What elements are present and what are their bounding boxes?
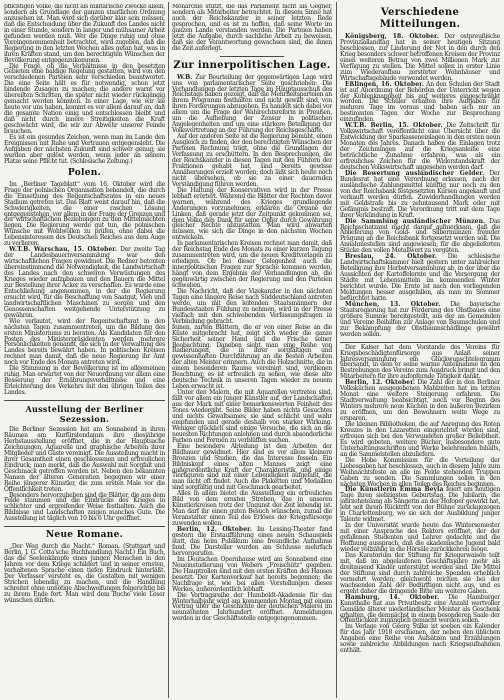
paragraph-text: Alles in allem bietet die Ausstellung ein erfreuliches Bild von dem ernsten Streben, das in unseren Künstlerkreisen trotz der Ungunst der Zeit lebendig ist. Man darf ihr einen guten Besuch wünschen, zumal die Veranstalter einen Teil des Erlöses der Kriegsfürsorge zuwenden wollen. bbox=[172, 490, 332, 528]
column-rule bbox=[336, 2, 337, 698]
paragraph-text: „Der Weg durch die Nacht.“ Roman. (Stuttgart und Berlin, J. G. Cotta'sche Buchhandlung Nachf.) Ein Buch, das die Seelenkämpfe eines jungen Menschen in den Jahren vor dem Kriege schildert und in seiner ernsten, verhaltenen Sprache einen tiefen Eindruck hinterläßt. Der Verfasser versteht es, die Gestalten mit wenigen Strichen lebendig zu machen, und die Handlung schreitet ohne unnötige Abschweifungen folgerichtig bis zu ihrem Ende fort. Man wird dem Buche viele Leser wünschen dürfen. bbox=[4, 543, 165, 604]
article-lage bbox=[172, 75, 332, 325]
article-continuation bbox=[4, 4, 165, 165]
paragraph-text: Die Zahl der in den Berliner Volksküchen ausgegebenen Mahlzeiten hat im letzten Monat eine weitere Steigerung erfahren. Die Stadtverwaltung beabsichtigt, noch vor Beginn des Winters mehrere neue Küchen in den äußeren Bezirken zu eröffnen, um den Bewohnern weite Wege zu ersparen. bbox=[340, 379, 500, 423]
dateline: Eßlingen, 16. Oktober. bbox=[345, 80, 425, 88]
paragraph-text: An den Schulen der Stadt ist auf Anordnung der Behörden der Unterricht wegen der Kohlenknappheit bis auf weiteres eingeschränkt worden. Die Schüler erhalten ihre Aufgaben für mehrere Tage im voraus und haben sich nur an bestimmten Tagen der Woche zur Besprechung einzufinden. bbox=[340, 80, 500, 124]
paragraph-text: Die Stimmung in der Bevölkerung ist im allgemeinen ruhig. Man erwartet von der Neuordnung vor allem eine Besserung der Ernährungsverhältnisse und eine Erleichterung des Verkehrs mit den übrigen Teilen des Landes. bbox=[4, 365, 165, 397]
paragraph bbox=[340, 523, 500, 553]
article-sezession bbox=[4, 427, 165, 522]
paragraph-text: Das Kuratorium der Stiftung für Kriegerwaisen teilt mit, daß im abgelaufenen Geschäftsjahre mehr als dreitausend Kinder unterstützt worden sind. Die Mittel der Stiftung sind durch zahlreiche Spenden erheblich vermehrt worden; gleichwohl reichen sie bei der wachsenden Zahl der Bedürftigen nicht aus, und es ergeht daher die dringende Bitte um weitere Gaben. bbox=[340, 551, 500, 595]
dateline: Die Sammlung ausländischer Münzen. bbox=[345, 217, 486, 225]
column-right bbox=[340, 4, 500, 696]
paragraph bbox=[340, 487, 500, 523]
dateline: W.T.B. Warschau, 15. Oktober. bbox=[9, 246, 118, 254]
article-heading-mitteilungen: Verschiedene Mitteilungen. bbox=[379, 7, 461, 30]
paragraph bbox=[172, 527, 332, 557]
dateline: Königsberg, 18. Oktober. bbox=[345, 33, 440, 40]
paragraph-text: Auf der anderen Seite ist die Regierung bemüht, einen Ausgleich zu finden, der den berechtigten Wünschen der Parteien Rechnung trägt, ohne die Grundlagen der Verfassung zu erschüttern. In den Besprechungen, die der Reichskanzler in diesen Tagen mit den Führern der Fraktionen gehabt hat, sind bereits gewisse Annäherungen erzielt worden; doch läßt sich heute noch nicht übersehen, ob sie zu einer dauernden Verständigung führen werden. bbox=[172, 133, 332, 188]
paragraph bbox=[340, 458, 500, 488]
paragraph-text: Im Deutschen Opernhause wird am Sonnabend eine Neueinstudierung von Webers „Freischütz“ gegeben. Die Hauptrollen sind mit den ersten Kräften des Hauses besetzt. Der Kartenverkauf hat bereits begonnen; die Nachfrage ist, wie bei allen Vorstellungen dieses Werkes, außerordentlich lebhaft. bbox=[172, 555, 332, 593]
feuilleton-continuation bbox=[172, 325, 332, 623]
paragraph bbox=[340, 82, 500, 124]
paragraph-text: Die Zeitschrift für Volkswirtschaft veröffentlicht eine Übersicht über die Entwicklung der Sparkasseneinlagen in den ersten neun Monaten des Jahres. Danach haben die Einlagen trotz der Zeichnungen auf die Kriegsanleihe eine beträchtliche Zunahme erfahren, was als ein erfreuliches Zeichen für die Widerstandskraft der deutschen Volkswirtschaft angesehen werden darf. bbox=[340, 122, 500, 171]
paragraph bbox=[172, 188, 332, 242]
column-left bbox=[4, 4, 165, 696]
paragraph-text: Im Lessing-Theater fand gestern die Erstaufführung eines neuen Schauspiels statt, das beim Publikum eine freundliche Aufnahme fand. Die Darsteller wurden am Schlusse mehrfach hervorgerufen. bbox=[172, 526, 332, 557]
paragraph bbox=[4, 247, 165, 318]
dateline: Die Bewertung ausländischer Gelder. bbox=[345, 169, 485, 177]
paragraph bbox=[172, 4, 332, 52]
section-rule bbox=[4, 526, 165, 527]
paragraph-text: Die Hamburger Kunsthalle hat aus Privatbesitz eine Anzahl wertvoller Gemälde älterer niederländischer Meister als Geschenk erhalten, die demnächst in einem besonderen Saale der Öffentlichkeit zugänglich gemacht werden sollen. bbox=[340, 593, 500, 625]
paragraph bbox=[340, 302, 500, 338]
paragraph bbox=[172, 289, 332, 325]
column-middle bbox=[172, 4, 332, 696]
dateline: Berlin, 12. Oktober. bbox=[345, 379, 416, 387]
paragraph-text: Der zweite Tag der Landesbauernversammlung war den wirtschaftlichen Fragen gewidmet. Die Redner betonten übereinstimmend die Notwendigkeit, die Landwirtschaft des Landes nach den schweren Verwüstungen des Krieges wieder aufzubauen und den Bauern die Mittel zur Bestellung ihrer Äcker zu verschaffen. Es wurde eine Entschließung angenommen, in der die Regierung ersucht wird, für die Beschaffung von Saatgut, Vieh und landwirtschaftlichen Maschinen zu sorgen und den Genossenschaften weitgehende Unterstützung zu gewähren. bbox=[4, 246, 165, 319]
article-polen bbox=[4, 182, 165, 396]
paragraph-text: Die kleinen Bibliotheken, die auf Anregung des Roten Kreuzes in den Lazaretten eingerichtet worden sind, erfreuen sich bei den Verwundeten großer Beliebtheit. Es wird gebeten, weitere Bücher, insbesondere gute Unterhaltungsschriften und Werke belehrenden Inhalts, an die Sammelstellen abzuliefern. bbox=[340, 421, 500, 458]
paragraph bbox=[172, 444, 332, 492]
dateline: Die Künstlerin Emma Beyla bbox=[345, 486, 444, 494]
paragraph bbox=[4, 4, 165, 64]
paragraph bbox=[172, 593, 332, 623]
paragraph-text: Das Reichsschatzamt macht darauf aufmerksam, daß die Ablieferung von Gold- und Silbermünzen fremder Prägung an die Reichsbank fortgesetzt werden soll. Die Annahmestellen sind angewiesen, für die abgelieferten Stücke den vollen Metallwert zu vergüten. bbox=[340, 217, 500, 255]
paragraph bbox=[4, 64, 165, 135]
paragraph-text: Die Nachricht, daß der Vizekanzler in den nächsten Tagen eine längere Reise nach Süddeutschland antreten werde, um mit den leitenden Staatsmännern der Bundesstaaten Fühlung zu nehmen, wird in der Presse vielfach mit den schwebenden Verfassungsfragen in Verbindung gebracht. bbox=[172, 287, 332, 325]
paragraph-text: Der ostpreußische Provinziallandtag hat in seiner heutigen Sitzung beschlossen, zur Linderung der Not in den durch den Krieg besonders schwer betroffenen Kreisen der Provinz einen weiteren Betrag von zwei Millionen Mark zur Verfügung zu stellen. Die Mittel sollen in erster Linie zum Wiederaufbau zerstörter Wohnhäuser und Wirtschaftsgebäude verwendet werden. bbox=[340, 33, 500, 82]
paragraph-text: Eine besondere Abteilung ist den Arbeiten der Bildhauer gewidmet. Hier sind es vor allem kleinere Bronzen und Studien, die das Interesse fesseln. Ein Bildniskopf eines alten Mannes zeigt eine außerordentliche Kraft der Charakteristik, und einige Tierfiguren sind mit einer Lebendigkeit aufgefaßt, die man nicht oft findet. Auch die Plaketten und Medaillen sind sorgfältig und mit Geschmack gearbeitet. bbox=[172, 442, 332, 492]
paragraph-text: In parlamentarischen Kreisen rechnet man damit, daß der Reichstag Ende des Monats zu einer kurzen Tagung zusammentreten wird, um die neuen Kreditvorlagen zu erledigen. Ob bei dieser Gelegenheit auch die innerpolitischen Fragen zur Sprache kommen werden, hängt von dem Ergebnis der Verhandlungen ab, die gegenwärtig zwischen der Regierung und den Parteien schweben. bbox=[172, 240, 332, 289]
dateline: Berlin, 12. Oktober. bbox=[177, 526, 253, 534]
paragraph bbox=[340, 34, 500, 82]
paragraph bbox=[340, 345, 500, 381]
paragraph-text: Der Bundesrat hat eine Verordnung erlassen, nach der ausländische Zahlungsmittel künftig nur noch zu den von der Reichsbank festgesetzten Kursen angekauft und verkauft werden dürfen. Zuwiderhandlungen werden mit Geldstrafe bis zu zehntausend Mark oder mit Gefängnis bestraft. Die Verordnung tritt mit dem Tage ihrer Verkündung in Kraft. bbox=[340, 169, 500, 219]
dateline: W.B. bbox=[177, 73, 193, 81]
article-heading-romane: Neue Romane. bbox=[45, 530, 124, 541]
paragraph bbox=[4, 366, 165, 396]
section-rule bbox=[4, 400, 165, 401]
paragraph bbox=[172, 325, 332, 390]
paragraph-text: Monarchie stützt, die das Parlament nicht als Gegner, sondern als Mitarbeiter betrachtet. In diesem Sinne hat auch der Reichskanzler in seiner letzten Rede gesprochen, und es ist zu hoffen, daß seine Worte im ganzen Lande verstanden werden. Die Parteien haben jetzt die Aufgabe, durch sachliche Arbeit zu beweisen, daß sie der Verantwortung gewachsen sind, die ihnen die Zeit auferlegt. bbox=[172, 4, 332, 52]
paragraph-text: Die Haltung der Konservativen wird in der Presse lebhaft erörtert. Während die Blätter der Rechten davor warnen, während des Krieges grundlegende Änderungen vorzunehmen, erklären die Organe der Linken, daß gerade jetzt der Zeitpunkt gekommen sei, dem Volke den Dank für seine Opfer durch Gewährung gleicher Rechte abzustatten. Man wird abwarten müssen, wie sich die Dinge in den nächsten Wochen entwickeln. bbox=[172, 186, 332, 242]
article-heading-sezession: Ausstellung der Berliner Sezession. bbox=[25, 404, 144, 425]
paragraph-text: Im Verlage von Georg Stilke ist soeben ein Kalender für das Jahr 1918 erschienen, der neben den üblichen Angaben eine Reihe von Aufsätzen und Erzählungen sowie zahlreiche Abbildungen nach Kriegsaufnahmen enthält. bbox=[340, 623, 500, 655]
paragraph-text: Zur Beurteilung der gegenwärtigen Lage wird uns von parlamentarischer Seite geschrieben: Die Verhandlungen der letzten Tage im Hauptausschuß des Reichstags haben gezeigt, daß die Mehrheitsparteien an ihrem Programm festhalten und nicht gewillt sind, von ihren Forderungen abzugehen. Es handelt sich dabei vor allem um die Frage der Wahlrechtsreform in Preußen, um die Aufhebung der Zensur in politischen Angelegenheiten und um eine stärkere Beteiligung der Volksvertretung an der Führung der Reichsgeschäfte. bbox=[172, 73, 332, 135]
paragraph-text: Besonders hervorzuheben sind die Blätter, die aus dem Felde stammen und die Eindrücke des Krieges in schlichter und ergreifender Weise festhalten. Auch die Bildnisse und Landschaften zeigen manches Gute. Die Ausstellung ist täglich von 10 bis 6 Uhr geöffnet. bbox=[4, 491, 165, 523]
paragraph bbox=[340, 422, 500, 458]
paragraph bbox=[340, 254, 500, 302]
article-heading-polen: Polen. bbox=[67, 167, 102, 178]
column-rule bbox=[168, 2, 169, 698]
paragraph bbox=[4, 493, 165, 523]
paragraph-text: Im „Berliner Tageblatt“ vom 16. Oktober wird die Frage der polnischen Organisation behandelt, die durch die Einsetzung des Regentschaftsrates in ein neues Stadium getreten ist. Das Blatt weist darauf hin, daß die Schwierigkeiten, die einer raschen Lösung entgegenstehen, vor allem in der Frage der Grenzen und der wirtschaftlichen Beziehungen zu den Mittelmächten liegen. Die Regierung werde gut tun, die polnischen Wünsche mit Wohlwollen zu prüfen, ohne dabei die Lebensinteressen des Deutschen Reiches aus dem Auge zu verlieren. bbox=[4, 180, 165, 248]
paragraph-text: Die Hohe Kommission für die Verteilung der Liebesgaben hat beschlossen, auch in diesem Jahre zum Weihnachtsfeste an alle im Felde stehenden Truppen Gaben zu senden. Die Sammlungen sollen in den nächsten Wochen in allen Teilen des Reiches beginnen. bbox=[340, 456, 500, 488]
paragraph-text: Unter den Malern, die mit Aquarellen vertreten sind, fällt vor allem ein junger Künstler auf, der Landschaften aus der Mark mit einer bemerkenswerten Feinheit des Tones wiedergibt. Seine Bilder haben nichts Gesuchtes und nichts Gewaltsames; sie sind schlicht und wahr empfunden und gerade deshalb von starker Wirkung. Weniger glücklich sind einige Versuche, die sich an die neuesten Richtungen anlehnen und durch absonderliche Farben und Formen zu verblüffen suchen. bbox=[172, 389, 332, 444]
paragraph bbox=[340, 624, 500, 654]
paragraph bbox=[172, 557, 332, 593]
news-items bbox=[340, 345, 500, 655]
paragraph-text: Wie verlautet, wird der Regentschaftsrat in den nächsten Tagen zusammentreten, um die Bildung des ersten Ministeriums zu beraten. Als Kandidaten für den Posten des Ministerpräsidenten werden mehrere Persönlichkeiten genannt, die sich in der Verwaltung des Landes bereits bewährt haben. In politischen Kreisen rechnet man damit, daß die neue Regierung ihr Amt noch vor Ende des Monats antreten wird. bbox=[4, 317, 165, 367]
paragraph-text: pflichtigen Volke, die nicht als militärische Zwecke allein, sondern als Grundlage der ganzen staatlichen Ordnung anzusehen ist. Man wird sich darüber klar sein müssen, daß die Entscheidung über die Zukunft des Landes nicht in einer Stunde, sondern in langer und mühsamer Arbeit gefunden werden muß. Wer die Dinge ruhig und ohne Voreingenommenheit betrachtet, wird zugeben, daß die Regierung in den letzten Wochen alles getan hat, was in ihren Kräften stand, um den berechtigten Wünschen der Bevölkerung entgegenzukommen. bbox=[4, 4, 165, 64]
paragraph bbox=[4, 544, 165, 604]
article-mitteilungen bbox=[340, 34, 500, 338]
paragraph bbox=[4, 319, 165, 367]
paragraph bbox=[340, 380, 500, 422]
paragraph-text: Die schlesische Landwirtschaftskammer hielt gestern unter zahlreicher Beteiligung ihre Herbstversammlung ab, in der über die Aussichten der Kartoffelernte und die Versorgung der Städte mit Lebensmitteln im kommenden Winter berichtet wurde. Die Ernte ist nach den vorliegenden Meldungen besser ausgefallen, als man im Sommer befürchtet hatte. bbox=[340, 253, 500, 302]
paragraph bbox=[172, 390, 332, 444]
dateline: München, 13. Oktober. bbox=[345, 300, 441, 308]
paragraph bbox=[172, 241, 332, 289]
paragraph-text: Die Frage, ob die Verhältnisse in den besetzten Gebieten eine baldige Regelung gestatten, wird von den verschiedenen Parteien sehr verschieden beantwortet. Die eine Seite hält es für notwendig, schon jetzt bindende Zusagen zu machen; die andere warnt vor übereilten Schritten, die später nicht wieder rückgängig gemacht werden könnten. In einer Lage, wie wir sie heute vor uns haben, kommt es vor allem darauf an, daß die gesamte Nation einig und entschlossen bleibt und daß nicht durch innere Streitigkeiten die Kraft geschwächt wird, die wir zur Abwehr unserer Feinde brauchen. bbox=[4, 62, 165, 136]
paragraph-text: feiert am heutigen Tage ihren siebzigsten Geburtstag. Die Jubilarin, die jahrzehntelang als Sängerin an der Hofoper gewirkt hat, lebt seit ihrem Rücktritt von der Bühne zurückgezogen in Charlottenburg, wo sie sich der Ausbildung junger Talente widmet. bbox=[340, 486, 500, 524]
paragraph bbox=[340, 171, 500, 219]
paragraph bbox=[172, 75, 332, 135]
article-romane bbox=[4, 544, 165, 604]
paragraph bbox=[340, 123, 500, 171]
dateline: Breslau, 24. Oktober. bbox=[345, 253, 437, 261]
article-continuation bbox=[172, 4, 332, 52]
paragraph bbox=[340, 553, 500, 595]
paragraph-text: feinen, zarten Blättern, die er von einer Reise an die Küste mitgebracht hat, zeigt sich wieder die ganze Sicherheit seiner Hand und die Frische seiner Beobachtung. Daneben sieht man eine Reihe von Radierungen, die in ihrer sorgfältigen und gewissenhaften Durchführung an die besten Arbeiten der alten Meister erinnern. Auch die Holzschnitte, die in einem besonderen Raume vereinigt sind, verdienen Beachtung; es ist erfreulich zu sehen, wie diese alte deutsche Technik in unseren Tagen wieder zu neuem Leben erwacht ist. bbox=[172, 323, 332, 391]
paragraph bbox=[340, 595, 500, 625]
dateline: W.T.B. Berlin, 15. Oktober. bbox=[345, 122, 443, 130]
section-rule bbox=[220, 56, 284, 57]
paragraph bbox=[4, 135, 165, 165]
paragraph-text: In der Universität wurde heute das Wintersemester mit einer Ansprache des Rektors eröffnet, der der gefallenen Studenten und Lehrer gedachte und die Hoffnung aussprach, daß die akademische Jugend bald wieder vollzählig in die Hörsäle zurückkehren möge. bbox=[340, 522, 500, 554]
paragraph-text: Die bayerische Staatsregierung hat zur Förderung des Obstbaues eine größere Summe bereitgestellt, aus der an Gemeinden und Vereine Beihilfen zur Anlage von Baumschulen und zur Bekämpfung der Obstbaumschädlinge gewährt werden sollen. bbox=[340, 300, 500, 338]
paragraph bbox=[340, 219, 500, 255]
paragraph bbox=[172, 134, 332, 188]
article-heading-lage: Zur innerpolitischen Lage. bbox=[173, 59, 331, 71]
paragraph bbox=[4, 427, 165, 492]
paragraph bbox=[172, 491, 332, 527]
paragraph-text: Die Berliner Sezession hat am Sonnabend in ihren Räumen am Kurfürstendamm ihre diesjährige Herbstausstellung eröffnet, die in der Hauptsache Zeichnungen, Aquarelle und graphische Arbeiten ihrer Mitglieder und Gäste vereinigt. Die Ausstellung macht in ihrer Gesamtheit einen geschlossenen und erfreulichen Eindruck; man merkt, daß die Auswahl mit Sorgfalt und Geschmack getroffen worden ist. Neben den bekannten Namen der älteren Generation begegnen wir einer Reihe jüngerer Künstler, die zum ersten Male vor die Öffentlichkeit treten. bbox=[4, 426, 165, 493]
section-rule bbox=[340, 342, 500, 343]
paragraph bbox=[4, 182, 165, 247]
paragraph-text: Es ist ein gesundes Zeichen, wenn man im Lande den Ereignissen mit Ruhe und Vertrauen entgegensieht. Die Aufgaben der nächsten Zukunft sind schwer genug; sie werden aber gelöst werden, wenn jeder an seinem Platze seine Pflicht tut. (Schlesische Zeitung.) bbox=[4, 133, 165, 165]
paragraph-text: Die Vortragsreihe der Humboldt-Akademie für das Winterhalbjahr wird am kommenden Montag mit einem Vortrag über die Geschichte der deutschen Malerei im neunzehnten Jahrhundert eröffnet. Anmeldungen werden in der Geschäftsstelle entgegengenommen. bbox=[172, 591, 332, 623]
paragraph-text: Der Kaiser hat dem Vorstande des Vereins für Kriegsbeschädigtenfürsorge aus Anlaß seiner Jahresversammlung ein Glückwunschtelegramm übersandt, in dem er seine warme Anteilnahme an den Bestrebungen des Vereins zum Ausdruck bringt und den Mitarbeitern für ihre aufopfernde Tätigkeit dankt. bbox=[340, 343, 500, 381]
dateline: Hamburg, 14. Oktober. bbox=[345, 593, 440, 601]
